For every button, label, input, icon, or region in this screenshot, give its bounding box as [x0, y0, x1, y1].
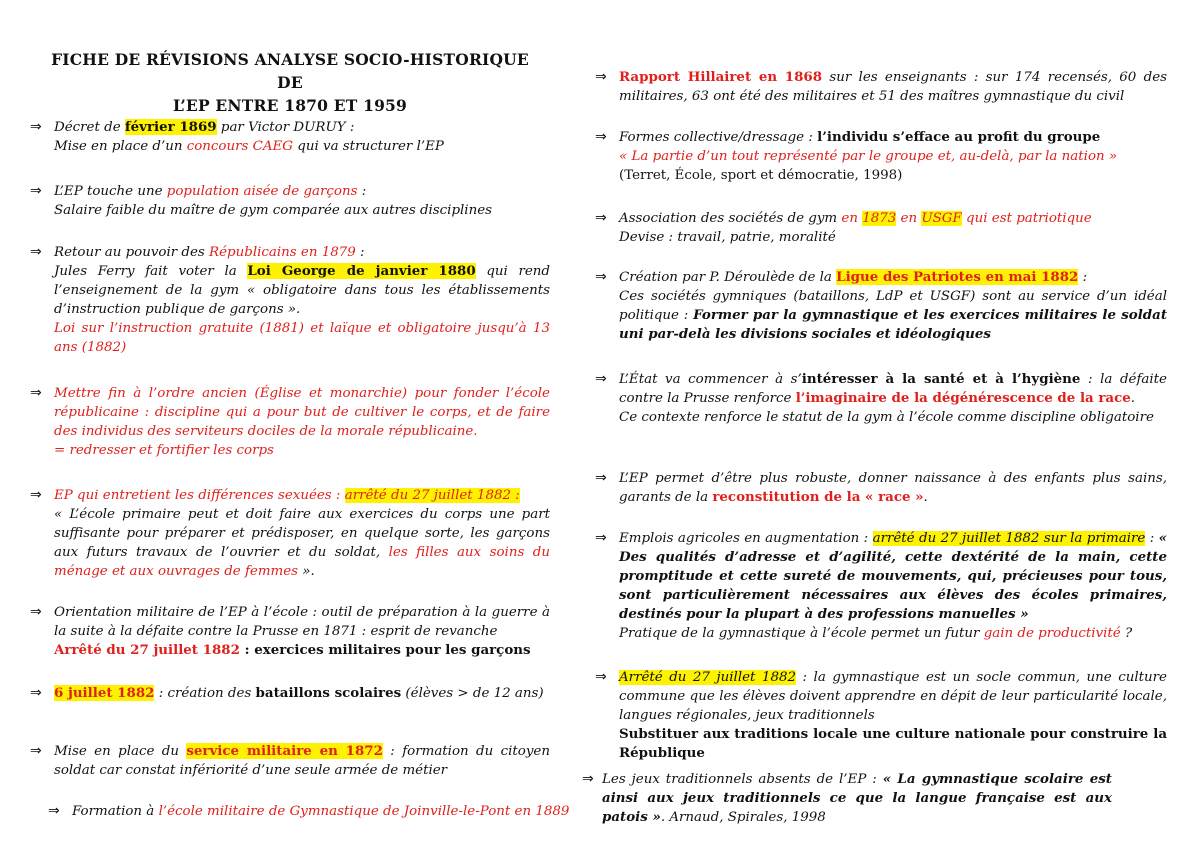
text: Association des sociétés de gym: [619, 211, 842, 226]
text: L’État va commencer à s’: [619, 372, 802, 387]
text: :: [1145, 531, 1159, 546]
bold-quote: « La gymnastique scolaire est ainsi aux jeux traditionnels ce que la langue française est aux patois »: [602, 771, 1112, 825]
arrow-icon: ⇒: [48, 803, 60, 819]
arrow-icon: ⇒: [30, 385, 42, 401]
arrow-icon: ⇒: [595, 530, 607, 546]
date-highlight: 6 juillet 1882: [54, 685, 155, 701]
red-text: l’école militaire de Gymnastique de Joinville-le-Pont en 1889: [158, 804, 570, 819]
red-text: Loi sur l’instruction gratuite (1881) et laïque et obligatoire jusqu’à 13 ans (1882): [54, 321, 550, 355]
text: Pratique de la gymnastique à l’école permet un futur: [619, 626, 984, 641]
text: :: [1078, 270, 1088, 285]
item-population: [30, 182, 550, 220]
item-bataillons: [30, 684, 550, 703]
red-bold-text: l’imaginaire de la dégénérescence de la race: [795, 390, 1131, 406]
date-highlight: service militaire en 1872: [186, 743, 383, 759]
text: Retour au pouvoir des: [54, 245, 210, 260]
arrete-highlight: Arrêté du 27 juillet 1882: [619, 670, 797, 685]
item-formes-collectives: [595, 128, 1167, 185]
text: Les jeux traditionnels absents de l’EP :: [602, 772, 883, 787]
text: .: [923, 490, 928, 505]
text: Création par P. Déroulède de la: [619, 270, 837, 285]
item-decret-1869: [30, 118, 550, 156]
red-quote: « La partie d’un tout représenté par le groupe et, au-delà, par la nation »: [619, 149, 1118, 164]
arrow-icon: ⇒: [595, 210, 607, 226]
arrow-icon: ⇒: [30, 685, 42, 701]
date-highlight: 1873: [862, 211, 897, 226]
text: : la défaite contre la Prusse renforce: [619, 372, 1167, 406]
arrow-icon: ⇒: [582, 771, 594, 787]
page-title: [40, 48, 540, 117]
item-service-militaire: [30, 742, 550, 780]
bold-text: : exercices militaires pour les garçons: [239, 642, 531, 658]
text: Jules Ferry fait voter la: [54, 264, 248, 279]
arrow-icon: ⇒: [30, 119, 42, 135]
bold-quote: « Des qualités d’adresse et d’agilité, cette dextérité de la main, cette promptitude et cette sureté de mouvements, qui, précieuses pour tous, sont particulièrement nécessaires aux élèves des écoles primaires, destinés pour la plupart à des professions manuelles »: [619, 530, 1168, 622]
title-line-1: FICHE DE RÉVISIONS ANALYSE SOCIO-HISTORIQUE DE: [51, 50, 529, 92]
arrow-icon: ⇒: [595, 129, 607, 145]
text: Ce contexte renforce le statut de la gym à l’école comme discipline obligatoire: [619, 410, 1154, 425]
red-text: Républicains en 1879: [209, 245, 356, 260]
item-republicains: [30, 243, 550, 357]
text: (élèves > de 12 ans): [401, 686, 544, 701]
item-socle-commun: [595, 668, 1167, 763]
red-text: = redresser et fortifier les corps: [54, 443, 274, 458]
red-text: population aisée de garçons: [166, 184, 358, 199]
usgf-highlight: USGF: [921, 211, 962, 226]
red-text: les filles aux soins du ménage et aux ouvrages de femmes: [54, 545, 550, 579]
arrow-icon: ⇒: [30, 743, 42, 759]
citation: . Arnaud, Spirales, 1998: [660, 810, 826, 825]
item-ep-robuste: [595, 469, 1167, 507]
text: Devise : travail, patrie, moralité: [619, 230, 836, 245]
red-bold-text: reconstitution de la « race »: [712, 489, 924, 505]
text: Ces sociétés gymniques (bataillons, LdP et USGF) sont au service d’un idéal politique :: [619, 289, 1167, 323]
red-text: en: [896, 211, 922, 226]
bold-text: Former par la gymnastique et les exercices militaires le soldat uni par-delà les divisions sociales et idéologiques: [619, 307, 1168, 342]
red-text: EP qui entretient les différences sexuées :: [54, 488, 345, 503]
red-text: qui est patriotique: [961, 211, 1092, 226]
text: : la gymnastique est un socle commun, une culture commune que les élèves doivent apprendre en dépit de leur particularité locale, langues régionales, jeux traditionnels: [619, 670, 1167, 723]
text: ».: [298, 564, 315, 579]
text: Décret de: [54, 120, 125, 135]
date-highlight: février 1869: [124, 119, 217, 135]
red-text: en: [841, 211, 863, 226]
item-orientation-militaire: [30, 603, 550, 660]
text: par Victor DURUY :: [216, 120, 355, 135]
bold-text: bataillons scolaires: [255, 685, 402, 701]
arrete-highlight: arrêté du 27 juillet 1882 sur la primaire: [872, 531, 1146, 546]
red-bold-text: Arrêté du 27 juillet 1882: [54, 642, 240, 658]
text: « L’école primaire peut et doit faire aux exercices du corps une part suffisante pour préparer et prédisposer, en quelque sorte, les garçons aux futurs travaux de l’ouvrier et du soldat,: [54, 507, 550, 560]
text: ?: [1120, 626, 1133, 641]
bold-text: Substituer aux traditions locale une culture nationale pour construire la République: [619, 726, 1167, 761]
text: Mise en place du: [54, 744, 187, 759]
item-rapport-hillairet: [595, 68, 1167, 106]
arrow-icon: ⇒: [30, 183, 42, 199]
text: qui rend l’enseignement de la gym « obligatoire dans tous les établissements d’instruction publique de garçons ».: [54, 264, 550, 317]
item-ordre-ancien: [30, 384, 550, 460]
text: Formes collective/dressage :: [619, 130, 818, 145]
item-joinville: [48, 802, 608, 821]
arrow-icon: ⇒: [30, 604, 42, 620]
item-jeux-traditionnels: [582, 770, 1112, 827]
text: Emplois agricoles en augmentation :: [619, 531, 873, 546]
text: sur les enseignants : sur 174 recensés, 60 des militaires, 63 ont été des militaires et 51 des maîtres gymnastique du civil: [619, 70, 1167, 104]
text: Orientation militaire de l’EP à l’école : outil de préparation à la guerre à la suite à la défaite contre la Prusse en 1871 : esprit de revanche: [54, 605, 550, 639]
item-sante-hygiene: [595, 370, 1167, 427]
text: : formation du citoyen soldat car constat infériorité d’une seule armée de métier: [54, 744, 550, 778]
arrow-icon: ⇒: [595, 669, 607, 685]
text: L’EP touche une: [54, 184, 167, 199]
text: .: [1130, 391, 1136, 406]
title-line-2: L’EP ENTRE 1870 ET 1959: [172, 96, 408, 115]
bold-text: intéresser à la santé et à l’hygiène: [801, 371, 1081, 387]
text: L’EP permet d’être plus robuste, donner naissance à des enfants plus sains, garants de la: [619, 471, 1167, 505]
text: Mise en place d’un: [54, 139, 187, 154]
text: : création des: [154, 686, 256, 701]
ligue-highlight: Ligue des Patriotes en mai 1882: [836, 269, 1079, 285]
text: Salaire faible du maître de gym comparée aux autres disciplines: [54, 203, 493, 218]
law-highlight: Loi George de janvier 1880: [247, 263, 476, 279]
red-bold-text: Rapport Hillairet en 1868: [619, 69, 823, 85]
arrow-icon: ⇒: [30, 487, 42, 503]
citation: (Terret, École, sport et démocratie, 1998): [619, 168, 903, 183]
arrow-icon: ⇒: [30, 244, 42, 260]
text: :: [355, 245, 365, 260]
item-emplois-agricoles: [595, 529, 1167, 643]
item-differences-sexuees: [30, 486, 550, 581]
item-ligue-patriotes: [595, 268, 1167, 344]
item-association-gym: [595, 209, 1167, 247]
arrow-icon: ⇒: [595, 371, 607, 387]
bold-text: l’individu s’efface au profit du groupe: [817, 129, 1101, 145]
red-text: Mettre fin à l’ordre ancien (Église et monarchie) pour fonder l’école républicaine : discipline qui a pour but de cultiver le corps, et de faire des individus des serviteurs dociles de la morale républicaine.: [54, 386, 550, 439]
arrow-icon: ⇒: [595, 69, 607, 85]
arrow-icon: ⇒: [595, 470, 607, 486]
arrow-icon: ⇒: [595, 269, 607, 285]
red-text: concours CAEG: [186, 139, 294, 154]
arrete-highlight: arrêté du 27 juillet 1882 :: [344, 488, 520, 503]
text: :: [357, 184, 367, 199]
red-text: gain de productivité: [983, 626, 1121, 641]
text: qui va structurer l’EP: [293, 139, 444, 154]
text: Formation à: [72, 804, 159, 819]
